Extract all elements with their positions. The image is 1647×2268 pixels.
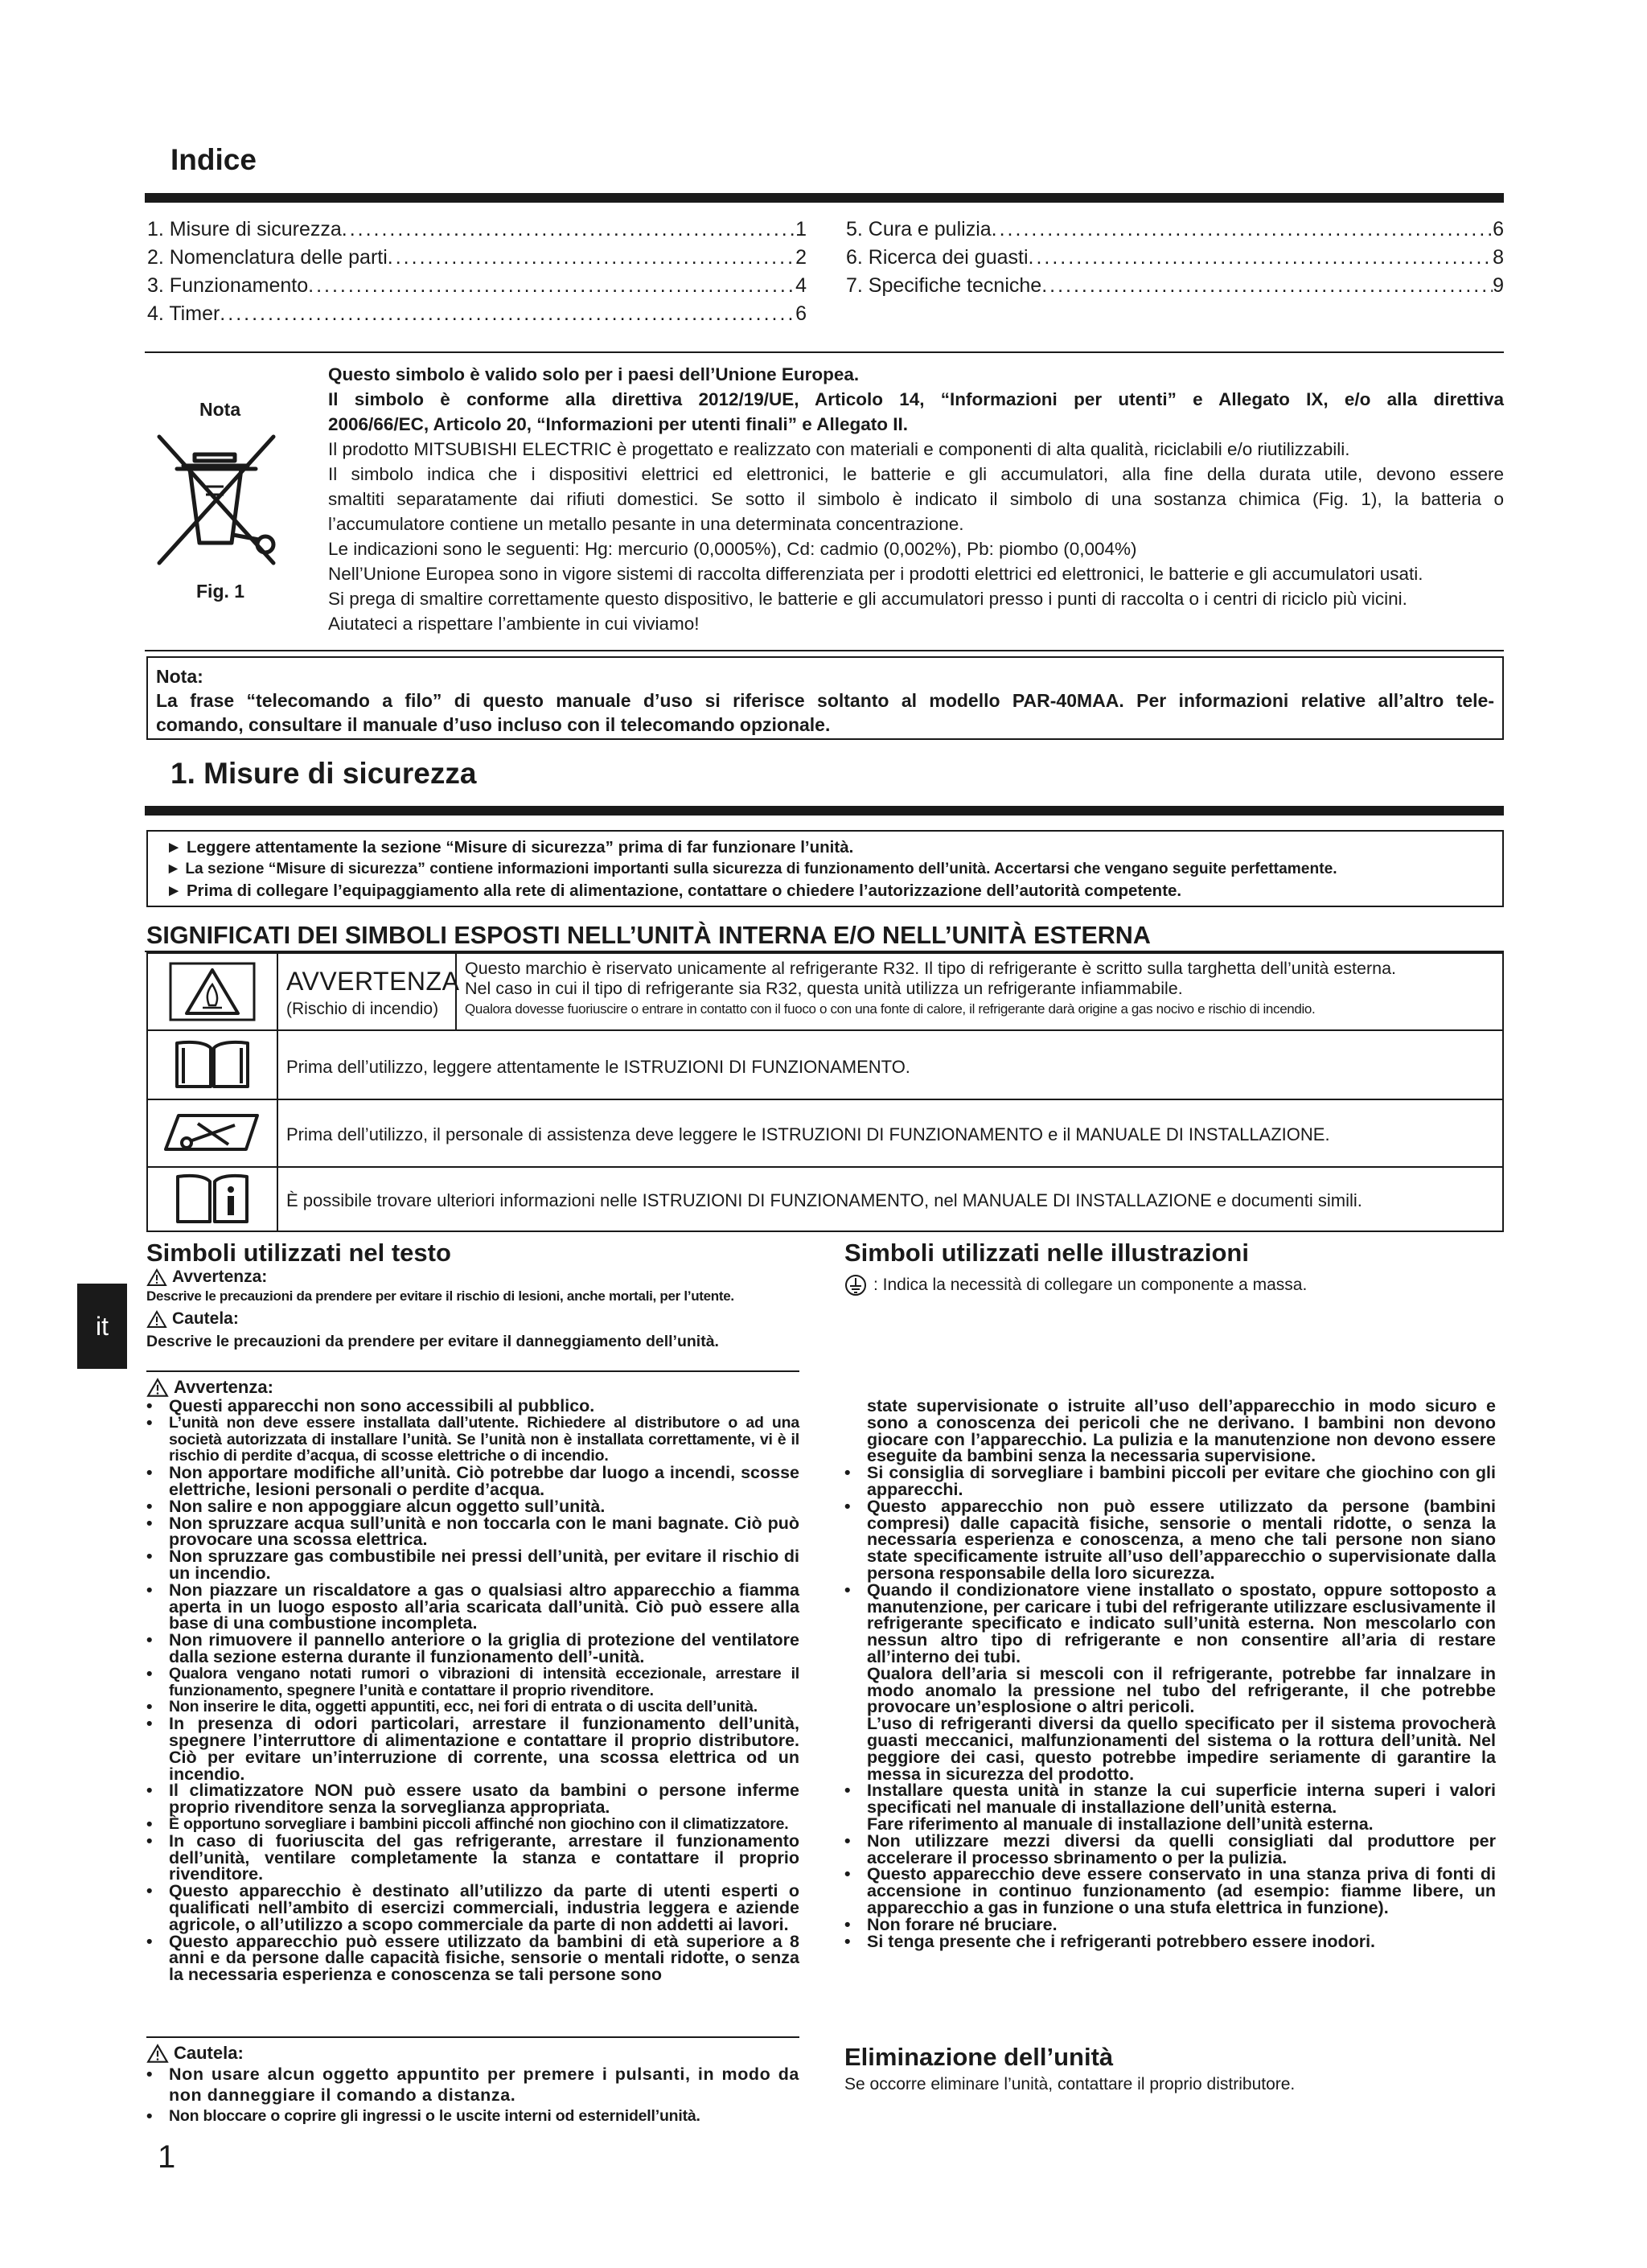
bullet-item (146, 1548, 799, 1582)
bullet-icon: • (844, 1580, 851, 1600)
bullet-item (146, 1663, 799, 1699)
toc-label: 1. Misure di sicurezza (147, 218, 342, 240)
bullet-text: Questo apparecchio può essere utilizzato da bambini di età superiore a 8 anni e da persone dalle capacità fisiche, sensorie o mentali ridotte, o senza la necessaria esperienza e conoscenza se tali persone sono (169, 1931, 799, 1985)
section1-rule (145, 806, 1504, 816)
bullet-icon: • (146, 1714, 153, 1734)
toc-right (846, 216, 1504, 300)
toc-label: 7. Specifiche tecniche (846, 274, 1042, 297)
flammable-warning-icon (148, 954, 278, 1029)
weee-p6: Aiutateci a rispettare l’ambiente in cui viviamo! (328, 614, 700, 634)
toc-entry (846, 244, 1504, 272)
disposal (844, 2043, 1504, 2094)
toc-leader (1029, 244, 1493, 272)
bullet-text: In presenza di odori particolari, arrestare il funzionamento dell’unità, spegnere l’interruttore di alimentazione e contattare il proprio distributore. Ciò per evitare un’interruzione di corrente, una scossa elettrica od un incendio. (169, 1714, 799, 1784)
bullet-text: Non rimuovere il pannello anteriore o la griglia di protezione del ventilatore dalla sezione esterna durante il funzionamento dell’-unità. (169, 1630, 799, 1666)
symbol-row-service (148, 1100, 1502, 1168)
bullet-text: Questo apparecchio è destinato all’utilizzo da parte di utenti esperti o qualificati nell’ambito di esercizi commerciali, industria leggera e aziende agricole, o all’utilizzo a scopo commerciale da parte di non addetti ai lavori. (169, 1881, 799, 1934)
weee-p2b: smaltiti separatamente dai rifiuti domestici. Se sotto il simbolo è indicato il simbolo di una sostanza chimica (Fig. 1), la batteria o (328, 489, 1504, 509)
bullet-text: Non utilizzare mezzi diversi da quelli consigliati dal produttore per accelerare il processo sbrinamento o per la pulizia. (867, 1830, 1496, 1867)
bullet-icon: • (844, 1463, 851, 1483)
toc-entry (846, 272, 1504, 300)
r32-line1: Questo marchio è riservato unicamente al refrigerante R32. Il tipo di refrigerante è scritto sulla targhetta dell’unità esterna. (465, 959, 1397, 978)
symbols-text-title: Simboli utilizzati nel testo (146, 1239, 451, 1267)
warning-triangle-icon (146, 1310, 167, 1329)
warning-triangle-icon (146, 2044, 169, 2064)
bullet-item (844, 1582, 1496, 1666)
weee-p5: Si prega di smaltire correttamente questo dispositivo, le batterie e gli accumulatori presso i punti di raccolta o i centri di riciclo più vicini. (328, 589, 1407, 609)
bullet-icon: • (146, 1513, 153, 1533)
warnings-right (844, 1398, 1496, 1950)
toc-leader (220, 300, 795, 328)
symbol-row-flammable (148, 954, 1502, 1031)
intro-line-1: ► Leggere attentamente la sezione “Misure di sicurezza” prima di far funzionare l’unità. (166, 838, 854, 857)
weee-bin-icon (153, 430, 290, 571)
bullet-item (146, 1632, 799, 1666)
caut-symbol-row (146, 1309, 806, 1329)
ground-text: : Indica la necessità di collegare un componente a massa. (873, 1276, 1308, 1294)
bullet-text: Non piazzare un riscaldatore a gas o qualsiasi altro apparecchio a fiamma aperta in un luogo esposto all’aria scaricata dall’unità. Ciò può essere alla base di una combustione incompleta. (169, 1580, 799, 1633)
bullet-item (844, 1830, 1496, 1867)
bullet-icon: • (844, 1914, 851, 1934)
toc-page: 1 (795, 218, 807, 240)
safety-intro-box (146, 830, 1504, 907)
toc-label: 2. Nomenclatura delle parti (147, 246, 388, 269)
toc-leader (308, 272, 795, 300)
cautions (146, 2043, 799, 2126)
r32-text (465, 959, 1499, 1019)
manual-text: Prima dell’utilizzo, leggere attentamente le ISTRUZIONI DI FUNZIONAMENTO. (286, 1057, 910, 1077)
bullet-text: Questo apparecchio deve essere conservato in una stanza priva di fonti di accensione in continuo funzionamento (ad esempio: fiamme libere, un apparecchio a gas in funzione o una stufa elettrica in funzione). (867, 1864, 1496, 1917)
bullet-item (146, 1883, 799, 1933)
bullet-text: L’unità non deve essere installata dall’utente. Richiedere al distributore o ad una società autorizzata di installare l’unità. Se l’unità non è installata correttamente, vi è il rischio di perdite d’acqua, di scosse elettriche o di incendio. (169, 1413, 799, 1465)
bullet-item (146, 1933, 799, 1983)
bullet-item (146, 1699, 799, 1715)
info-book-icon (148, 1168, 278, 1232)
toc-label: 6. Ricerca dei guasti (846, 246, 1029, 269)
toc-entry (147, 216, 807, 244)
r32-line3: Qualora dovesse fuoriuscire o entrare in contatto con il fuoco o con una fonte di calore, il refrigerante darà origine a gas nocivo e rischio di incendio. (465, 1001, 1316, 1017)
index-rule (145, 193, 1504, 203)
bullet-text: Non forare né bruciare. (867, 1914, 1058, 1934)
bullet-item (146, 1498, 799, 1515)
nota-box-line1: La frase “telecomando a filo” di questo manuale d’uso si riferisce soltanto al modello PAR-40MAA. Per informazioni relative all’altro tele- (156, 690, 1494, 711)
bullet-icon: • (146, 1814, 153, 1834)
bullet-icon: • (146, 1630, 153, 1650)
section1-title: 1. Misure di sicurezza (170, 757, 477, 790)
bullet-icon: • (146, 1396, 153, 1415)
toc-leader (1041, 272, 1493, 300)
bullet-item (146, 1782, 799, 1816)
bullet-item (844, 1914, 1496, 1934)
bullet-icon: • (146, 1830, 153, 1851)
symbols-table-title: SIGNIFICATI DEI SIMBOLI ESPOSTI NELL’UNITÀ INTERNA E/O NELL’UNITÀ ESTERNA (146, 922, 1151, 949)
toc-entry (846, 216, 1504, 244)
warn-symbol-label: Avvertenza: (172, 1268, 268, 1286)
bullet-item (146, 1816, 799, 1833)
bullet-icon: • (146, 2065, 154, 2084)
toc-page: 8 (1493, 246, 1504, 269)
weee-line2b: 2006/66/EC, Articolo 20, “Informazioni per utenti finali” e Allegato II. (328, 414, 908, 434)
bullet-icon: • (146, 1580, 153, 1600)
bullet-icon: • (844, 1781, 851, 1801)
bullet-text: Qualora vengano notati rumori o vibrazioni di intensità eccezionale, arrestare il funzionamento, spegnere l’unità e contattare il proprio rivenditore. (169, 1664, 799, 1699)
bullet-item (146, 1412, 799, 1465)
intro-line-3: ► Prima di collegare l’equipaggiamento alla rete di alimentazione, contattare o chiedere l’autorizzazione dell’autorità competente. (166, 881, 1182, 900)
bullet-item (146, 1465, 799, 1498)
ground-row (844, 1274, 1307, 1296)
avvertenza-label: AVVERTENZA (286, 967, 460, 996)
avvertenza-sub: (Rischio di incendio) (286, 1000, 439, 1018)
warn-symbol-desc: Descrive le precauzioni da prendere per evitare il rischio di lesioni, anche mortali, per l’utente. (146, 1288, 734, 1304)
warnings-right-list (844, 1398, 1496, 1950)
toc-left (147, 216, 807, 328)
warning-triangle-icon (146, 1268, 167, 1287)
warnings-left-list (146, 1398, 799, 1983)
toc-page: 6 (795, 302, 807, 325)
symbols-table (146, 952, 1504, 1232)
service-manual-icon (148, 1100, 278, 1166)
bullet-item (146, 1398, 799, 1415)
bullet-text: Non spruzzare acqua sull’unità e non toccarla con le mani bagnate. Ciò può provocare una scossa elettrica. (169, 1513, 799, 1550)
bullet-text: Questo apparecchio non può essere utilizzato da persone (bambini compresi) dalle capacità fisiche, sensorie o mentali ridotte, o senza la necessaria esperienza e conoscenza, a meno che tali persone non siano state specificamente istruite all’uso dell’apparecchio o supervisionate dalla persona responsabile della loro sicurezza. (867, 1496, 1496, 1583)
bullet-icon: • (146, 1496, 153, 1516)
bullet-item (146, 1582, 799, 1632)
intro-line-2: ► La sezione “Misure di sicurezza” contiene informazioni importanti sulla sicurezza di funzionamento dell’unità. Accertarsi che vengano seguite perfettamente. (166, 861, 1337, 877)
bullet-icon: • (844, 1864, 851, 1884)
service-text: Prima dell’utilizzo, il personale di assistenza deve leggere le ISTRUZIONI DI FUNZIONAMENTO e il MANUALE DI INSTALLAZIONE. (286, 1124, 1330, 1144)
bullet-text: Questi apparecchi non sono accessibili al pubblico. (169, 1396, 595, 1415)
fig-label: Fig. 1 (196, 581, 245, 602)
bullet-text: Il climatizzatore NON può essere usato da bambini o persone inferme proprio rivenditore senza la sorveglianza appropriata. (169, 1781, 799, 1818)
caut-symbol-desc: Descrive le precauzioni da prendere per evitare il danneggiamento dell’unità. (146, 1333, 719, 1350)
bullet-icon: • (844, 1931, 851, 1951)
language-tab: it (77, 1284, 127, 1369)
bullet-icon: • (844, 1830, 851, 1851)
warnings-right-cont: state supervisionate o istruite all’uso dell’apparecchio in modo sicuro e sono a conoscenza dei pericoli che ne derivano. I bambini non devono giocare con l’apparecchio. La pulizia e la manutenzione non devono essere eseguite da bambini senza la necessaria supervisione. (867, 1396, 1496, 1466)
bullet-icon: • (146, 1881, 153, 1901)
avvertenza-cell (278, 954, 460, 1029)
weee-line1: Questo simbolo è valido solo per i paesi dell’Unione Europea. (328, 364, 860, 384)
warnings-left (146, 1377, 799, 1983)
cautions-title: Cautela: (174, 2043, 244, 2063)
bullet-item (146, 2064, 799, 2106)
warnings-title: Avvertenza: (174, 1377, 273, 1397)
bullet-text: In caso di fuoriuscita del gas refrigerante, arrestare il funzionamento dell’unità, ventilare completamente la stanza e contattare il proprio rivenditore. (169, 1830, 799, 1884)
bullet-text: Quando il condizionatore viene installato o spostato, oppure sottoposto a manutenzione, per caricare i tubi del refrigerante utilizzare esclusivamente il refrigerante specificato e indicato sull’unità esterna. Non mescolarlo con nessun altro tipo di refrigerante e non consentire all’aria di restare all’interno dei tubi. (867, 1580, 1496, 1666)
toc-label: 5. Cura e pulizia (846, 218, 992, 240)
weee-text (328, 362, 1504, 636)
bullet-item (146, 2106, 799, 2126)
warn-symbol-row (146, 1268, 806, 1287)
bullet-icon: • (844, 1496, 851, 1516)
bullet-icon: • (146, 1697, 153, 1717)
bullet-item (844, 1498, 1496, 1582)
bullet-text: Non bloccare o coprire gli ingressi o le uscite interni od esternidell’unità. (169, 2107, 700, 2125)
bullet-text: È opportuno sorvegliare i bambini piccoli affinché non giochino con il climatizzatore. (169, 1814, 789, 1833)
nota-box-line2: comando, consultare il manuale d’uso incluso con il telecomando opzionale. (156, 714, 831, 735)
r32-line2: Nel caso in cui il tipo di refrigerante sia R32, questa unità utilizza un refrigerante infiammabile. (465, 979, 1183, 998)
bullet-item (146, 1515, 799, 1549)
weee-p2c: l’accumulatore contiene un metallo pesante in una determinata concentrazione. (328, 514, 964, 534)
warnings-title-row (146, 1377, 799, 1398)
bullet-item (146, 1830, 799, 1884)
symbols-text-block (146, 1268, 806, 1351)
warnings-right-p1: Qualora dell’aria si mescoli con il refrigerante, potrebbe far innalzare in modo anomalo la pressione nel tubo del refrigerante, il che potrebbe provocare un’esplosione o altri pericoli. (867, 1663, 1496, 1717)
toc-leader (388, 244, 795, 272)
bullet-item (844, 1465, 1496, 1498)
bullet-text: Si consiglia di sorvegliare i bambini piccoli per evitare che giochino con gli apparecchi. (867, 1463, 1496, 1499)
weee-line2a: Il simbolo è conforme alla direttiva 2012/19/UE, Articolo 14, “Informazioni per utenti” e Allegato IX, e/o alla direttiva (328, 389, 1504, 409)
toc-entry (147, 300, 807, 328)
disposal-title: Eliminazione dell’unità (844, 2043, 1114, 2071)
toc-entry (147, 272, 807, 300)
page-number: 1 (158, 2139, 176, 2175)
divider (145, 351, 1504, 353)
nota-label: Nota (199, 399, 241, 420)
toc-label: 3. Funzionamento (147, 274, 309, 297)
toc-page: 9 (1493, 274, 1504, 297)
toc-leader (992, 216, 1493, 244)
bullet-item (844, 1782, 1496, 1816)
bullet-text: Non spruzzare gas combustibile nei pressi dell’unità, per evitare il rischio di un incendio. (169, 1547, 799, 1583)
bullet-icon: • (146, 1931, 153, 1951)
toc-entry (147, 244, 807, 272)
disposal-text: Se occorre eliminare l’unità, contattare il proprio distributore. (844, 2075, 1296, 2093)
warnings-right-p2: L’uso di refrigeranti diversi da quello specificato per il sistema provocherà guasti meccanici, malfunzionamenti del sistema o la rottura dell’unità. Nel peggiore dei casi, questo potrebbe impedire seriamente di garantire la messa in sicurezza del prodotto. (867, 1714, 1496, 1784)
open-book-icon (148, 1031, 278, 1099)
bullet-icon: • (146, 1412, 153, 1432)
toc-page: 4 (795, 274, 807, 297)
bullet-item (844, 1933, 1496, 1950)
caut-symbol-label: Cautela: (172, 1309, 239, 1328)
bullet-item (844, 1866, 1496, 1916)
toc-page: 2 (795, 246, 807, 269)
ground-icon (844, 1274, 867, 1296)
bullet-icon: • (146, 1547, 153, 1567)
bullet-item (146, 1715, 799, 1782)
divider (146, 2036, 799, 2038)
divider (145, 650, 1504, 651)
symbols-illus-title: Simboli utilizzati nelle illustrazioni (844, 1239, 1249, 1267)
bullet-text: Non inserire le dita, oggetti appuntiti, ecc, nei fori di entrata o di uscita dell’unità. (169, 1698, 758, 1716)
nota-box (146, 656, 1504, 740)
bullet-text: Non apportare modifiche all’unità. Ciò potrebbe dar luogo a incendi, scosse elettriche, lesioni personali o perdite d’acqua. (169, 1463, 799, 1499)
warnings-right-p3: Fare riferimento al manuale di installazione dell’unità esterna. (867, 1814, 1374, 1834)
cautions-list (146, 2064, 799, 2126)
bullet-text: Installare questa unità in stanze la cui superficie interna superi i valori specificati nel manuale di installazione dell’unità esterna. (867, 1781, 1496, 1818)
nota-box-label: Nota: (156, 666, 203, 687)
bullet-text: Si tenga presente che i refrigeranti potrebbero essere inodori. (867, 1931, 1376, 1951)
toc-label: 4. Timer (147, 302, 220, 325)
symbol-row-manual (148, 1031, 1502, 1100)
divider (146, 1370, 799, 1372)
bullet-text: Non usare alcun oggetto appuntito per premere i pulsanti, in modo da non danneggiare il comando a distanza. (169, 2065, 799, 2105)
bullet-icon: • (146, 1781, 153, 1801)
weee-p2a: Il simbolo indica che i dispositivi elettrici ed elettronici, le batterie e gli accumulatori, alla fine della durata utile, devono essere (328, 464, 1504, 484)
bullet-icon: • (146, 1463, 153, 1483)
toc-page: 6 (1493, 218, 1504, 240)
info-text: È possibile trovare ulteriori informazioni nelle ISTRUZIONI DI FUNZIONAMENTO, nel MANUALE DI INSTALLAZIONE e documenti simili. (286, 1190, 1362, 1210)
bullet-icon: • (146, 1663, 153, 1683)
warning-triangle-icon (146, 1378, 169, 1398)
bullet-text: Non salire e non appoggiare alcun oggetto sull’unità. (169, 1496, 606, 1516)
weee-p3: Le indicazioni sono le seguenti: Hg: mercurio (0,0005%), Cd: cadmio (0,002%), Pb: piombo (0,004%) (328, 539, 1137, 559)
toc-leader (342, 216, 795, 244)
weee-p4: Nell’Unione Europea sono in vigore sistemi di raccolta differenziata per i prodotti elettrici ed elettronici, le batterie e gli accumulatori usati. (328, 564, 1423, 584)
symbol-row-info (148, 1168, 1502, 1232)
cautions-title-row (146, 2043, 799, 2064)
weee-p1: Il prodotto MITSUBISHI ELECTRIC è progettato e realizzato con materiali e componenti di alta qualità, riciclabili e/o riutilizzabili. (328, 439, 1350, 459)
bullet-icon: • (146, 2106, 154, 2126)
index-title: Indice (170, 143, 257, 176)
